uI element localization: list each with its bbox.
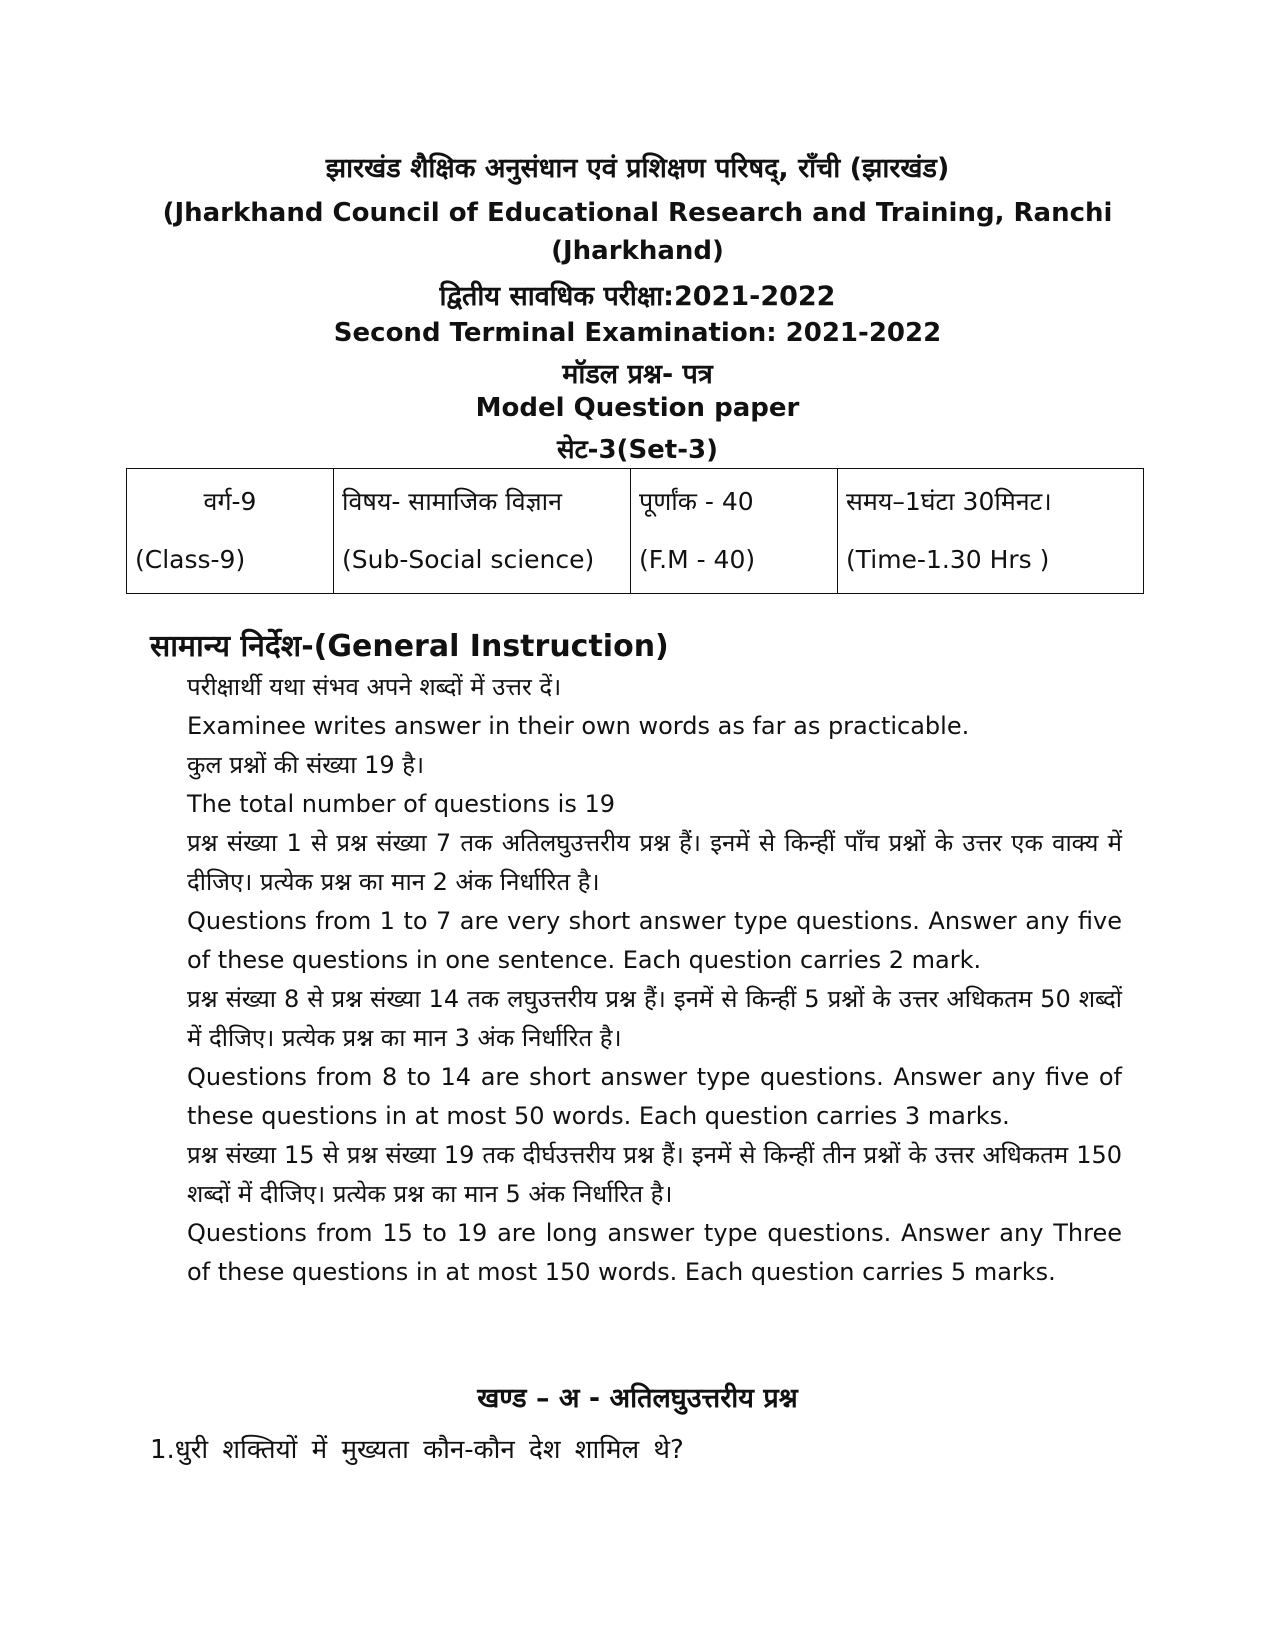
list-item: Examinee writes answer in their own words as far as practicable. (187, 712, 970, 740)
list-item: Questions from 1 to 7 are very short answer type questions. Answer any five of these questions in one sentence. Each question carries 2 mark. (187, 907, 1122, 974)
time-english: (Time-1.30 Hrs ) (846, 545, 1050, 574)
class-english: (Class-9) (135, 545, 246, 574)
list-item: Questions from 15 to 19 are long answer type questions. Answer any Three of these questions in at most 150 words. Each question carries 5 marks. (187, 1219, 1122, 1286)
section-a-title: खण्ड – अ - अतिलघुउत्तरीय प्रश्न (477, 1383, 798, 1414)
time-hindi: समय–1घंटा 30मिनट। (846, 487, 1052, 516)
list-item: परीक्षार्थी यथा संभव अपने शब्दों में उत्तर दें। (187, 673, 562, 701)
time-cell (838, 469, 1144, 594)
class-cell (127, 469, 334, 594)
list-item: Questions from 8 to 14 are short answer type questions. Answer any five of these questions in at most 50 words. Each question carries 3 marks. (187, 1063, 1122, 1130)
subject-cell (334, 469, 631, 594)
marks-hindi: पूर्णांक - 40 (639, 487, 754, 516)
class-hindi: वर्ग-9 (203, 487, 257, 516)
list-item: प्रश्न संख्या 8 से प्रश्न संख्या 14 तक लघुउत्तरीय प्रश्न हैं। इनमें से किन्हीं 5 प्रश्नों के उत्तर अधिकतम 50 शब्दों में दीजिए। प्रत्येक प्रश्न का मान 3 अंक निर्धारित है। (187, 985, 1122, 1052)
marks-cell (631, 469, 838, 594)
subject-english: (Sub-Social science) (342, 545, 595, 574)
paper-type-english: Model Question paper (475, 393, 800, 423)
paper-type-hindi: मॉडल प्रश्न- पत्र (562, 359, 713, 390)
council-state-english: (Jharkhand) (551, 236, 724, 266)
set-number: सेट-3(Set-3) (557, 435, 718, 465)
table-row (127, 469, 1144, 594)
council-name-english: (Jharkhand Council of Educational Research and Training, Ranchi (162, 198, 1113, 228)
instruction-list (187, 668, 1122, 1292)
subject-hindi: विषय- सामाजिक विज्ञान (342, 487, 563, 516)
marks-english: (F.M - 40) (639, 545, 756, 574)
council-name-hindi: झारखंड शैक्षिक अनुसंधान एवं प्रशिक्षण परिषद्, राँची (झारखंड) (325, 153, 950, 184)
list-item: प्रश्न संख्या 1 से प्रश्न संख्या 7 तक अतिलघुउत्तरीय प्रश्न हैं। इनमें से किन्हीं पाँच प्रश्नों के उत्तर एक वाक्य में दीजिए। प्रत्येक प्रश्न का मान 2 अंक निर्धारित है। (187, 829, 1122, 896)
general-instruction-title: सामान्य निर्देश-(General Instruction) (150, 629, 669, 664)
exam-name-english: Second Terminal Examination: 2021-2022 (333, 318, 942, 348)
question-1: 1.धुरी शक्तियों में मुख्यता कौन-कौन देश शामिल थे? (150, 1435, 684, 1465)
exam-name-hindi: द्वितीय सावधिक परीक्षा:2021-2022 (439, 281, 836, 312)
list-item: The total number of questions is 19 (187, 790, 615, 818)
exam-info-table (126, 468, 1144, 594)
list-item: प्रश्न संख्या 15 से प्रश्न संख्या 19 तक दीर्घउत्तरीय प्रश्न हैं। इनमें से किन्हीं तीन प्रश्नों के उत्तर अधिकतम 150 शब्दों में दीजिए। प्रत्येक प्रश्न का मान 5 अंक निर्धारित है। (187, 1141, 1122, 1208)
list-item: कुल प्रश्नों की संख्या 19 है। (187, 751, 425, 779)
